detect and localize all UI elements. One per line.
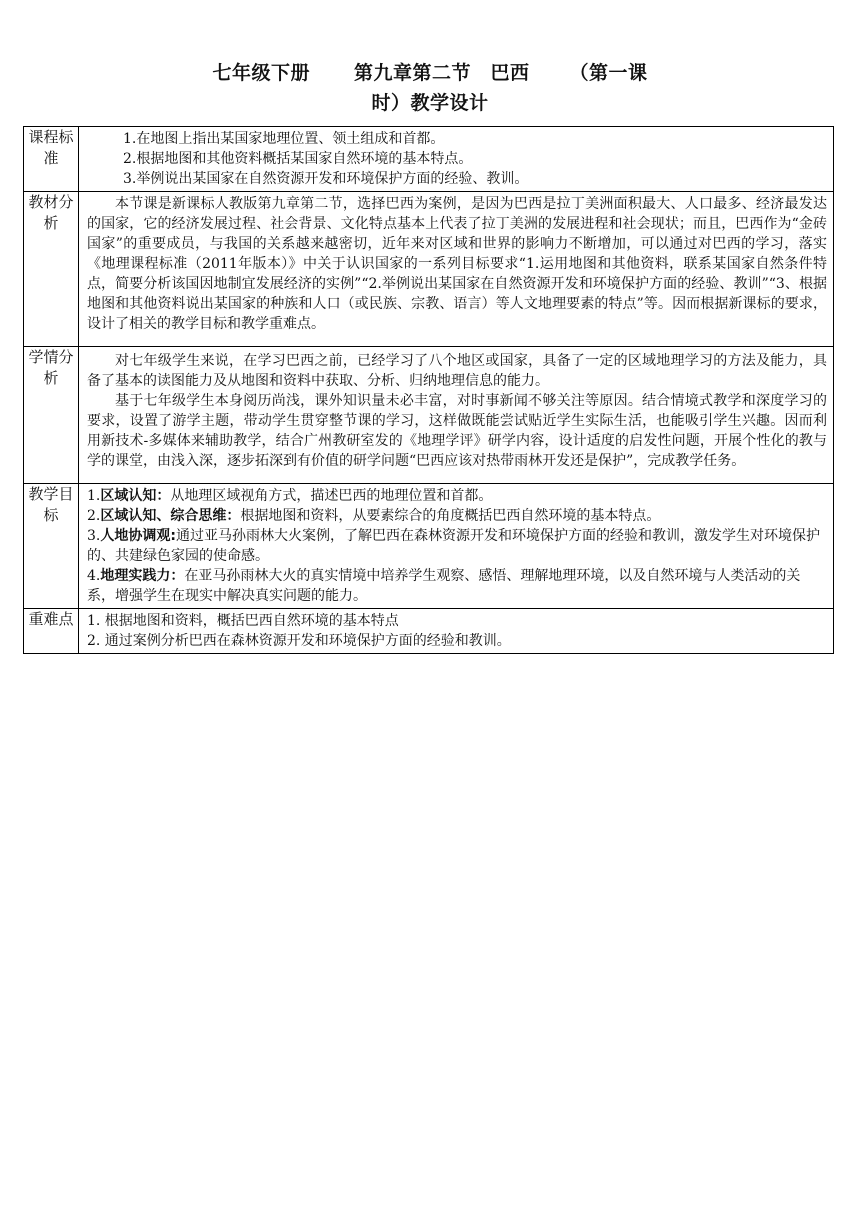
objectives-content (79, 484, 834, 609)
students-paragraph-2: 基于七年级学生本身阅历尚浅，课外知识量未必丰富，对时事新闻不够关注等原因。结合情境式教学和深度学习的要求，设置了游学主题，带动学生贯穿整节课的学习，这样做既能尝试贴近学生实际生活，也能吸引学生兴趣。因而利用新技术-多媒体来辅助教学，结合广州教研室发的《地理学评》研学内容，设计适度的启发性问题，开展个性化的教与学的课堂，由浅入深，逐步拓深到有价值的研学问题“巴西应该对热带雨林开发还是保护”，完成教学任务。 (87, 393, 827, 469)
row-material (24, 192, 834, 347)
title-grade: 七年级下册 (212, 62, 310, 84)
row-key-points (24, 609, 834, 654)
curriculum-item: 1.在地图上指出某国家地理位置、领土组成和首都。 (123, 131, 445, 147)
title-lesson: （第一课 (569, 62, 648, 84)
curriculum-item: 2.根据地图和其他资料概括某国家自然环境的基本特点。 (123, 151, 473, 167)
header-key-points: 重难点 (24, 609, 79, 654)
title-line-1 (0, 58, 860, 88)
material-content (79, 192, 834, 347)
students-paragraph-1: 对七年级学生来说，在学习巴西之前，已经学习了八个地区或国家，具备了一定的区域地理学习的方法及能力，具备了基本的读图能力及从地图和资料中获取、分析、归纳地理信息的能力。 (87, 353, 827, 389)
header-students: 学情分析 (24, 347, 79, 484)
objective-label: 人地协调观 (100, 528, 171, 544)
document-title (0, 58, 860, 118)
objective-item: 3.人地协调观:通过亚马孙雨林大火案例，了解巴西在森林资源开发和环境保护方面的经验和教训，激发学生对环境保护的、共建绿色家园的使命感。 (87, 528, 820, 564)
objective-item: 4.地理实践力：在亚马孙雨林大火的真实情境中培养学生观察、感悟、理解地理环境，以及自然环境与人类活动的关系，增强学生在现实中解决真实问题的能力。 (87, 568, 801, 604)
key-point-item: 1. 根据地图和资料，概括巴西自然环境的基本特点 (87, 613, 399, 629)
row-students (24, 347, 834, 484)
key-point-item: 2. 通过案例分析巴西在森林资源开发和环境保护方面的经验和教训。 (87, 633, 511, 649)
students-content (79, 347, 834, 484)
header-material: 教材分析 (24, 192, 79, 347)
objective-label: 区域认知 (100, 488, 157, 504)
objective-item: 1.区域认知：从地理区域视角方式，描述巴西的地理位置和首都。 (87, 488, 493, 504)
title-line-2: 时）教学设计 (371, 92, 489, 114)
row-objectives (24, 484, 834, 609)
objective-label: 区域认知、综合思维 (100, 508, 227, 524)
key-points-content (79, 609, 834, 654)
title-chapter: 第九章第二节 巴西 (353, 62, 530, 84)
curriculum-content (79, 127, 834, 192)
objective-label: 地理实践力 (100, 568, 171, 584)
objective-item: 2.区域认知、综合思维：根据地图和资料，从要素综合的角度概括巴西自然环境的基本特点。 (87, 508, 661, 524)
lesson-plan-table (23, 126, 834, 654)
header-objectives: 教学目标 (24, 484, 79, 609)
header-curriculum: 课程标准 (24, 127, 79, 192)
row-curriculum (24, 127, 834, 192)
material-paragraph: 本节课是新课标人教版第九章第二节，选择巴西为案例，是因为巴西是拉丁美洲面积最大、人口最多、经济最发达的国家，它的经济发展过程、社会背景、文化特点基本上代表了拉丁美洲的发展进程和社会现状；而且，巴西作为“金砖国家”的重要成员，与我国的关系越来越密切，近年来对区域和世界的影响力不断增加，可以通过对巴西的学习，落实《地理课程标准（2011年版本）》中关于认识国家的一系列目标要求“1.运用地图和其他资料，联系某国家自然条件特点，简要分析该国因地制宜发展经济的实例”“2.举例说出某国家在自然资源开发和环境保护方面的经验、教训”“3、根据地图和其他资料说出某国家的种族和人口（或民族、宗教、语言）等人文地理要素的特点”等。因而根据新课标的要求，设计了相关的教学目标和教学重难点。 (87, 196, 827, 332)
curriculum-item: 3.举例说出某国家在自然资源开发和环境保护方面的经验、教训。 (123, 171, 529, 187)
